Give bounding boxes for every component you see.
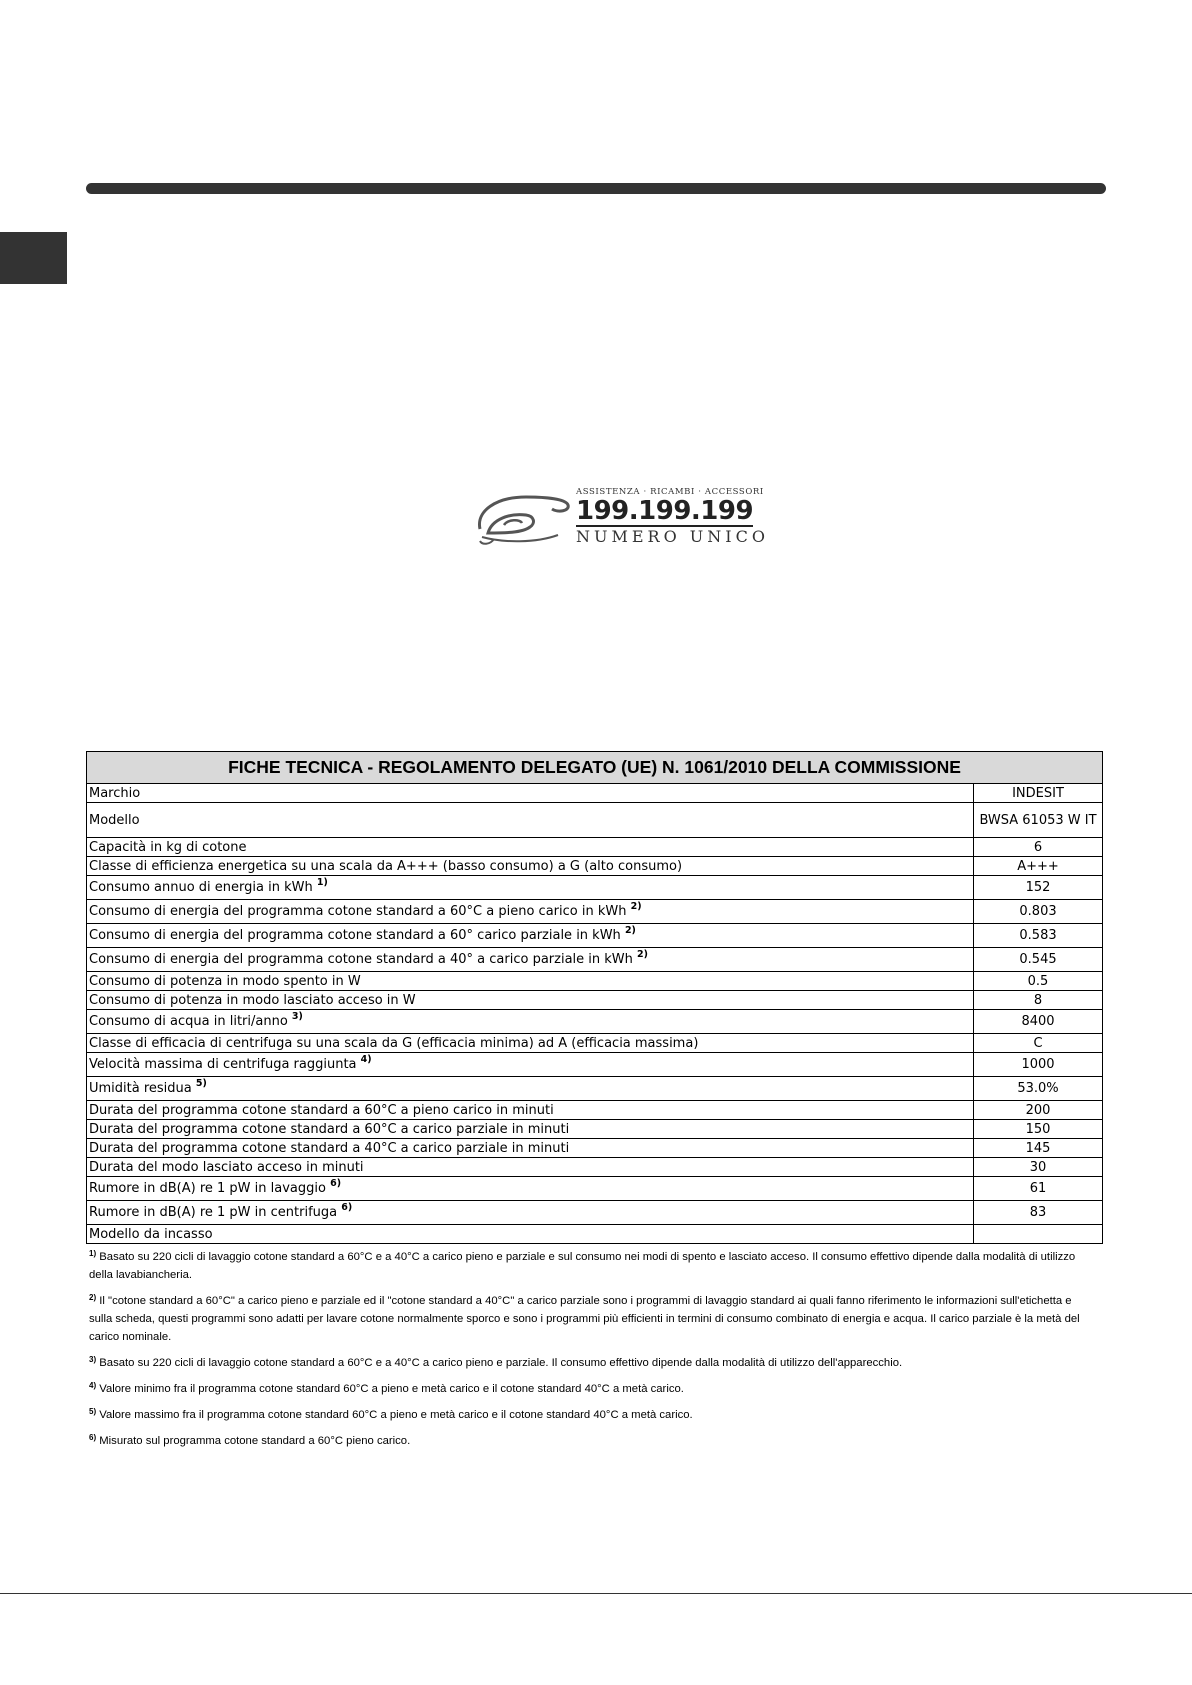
row-value: 61: [974, 1177, 1103, 1201]
logo-tagline: ASSISTENZA · RICAMBI · ACCESSORI: [576, 487, 764, 497]
row-value: 200: [974, 1101, 1103, 1120]
row-value: 0.803: [974, 900, 1103, 924]
table-row: [87, 972, 1103, 991]
table-row: [87, 803, 1103, 838]
table-row: [87, 1177, 1103, 1201]
service-logo: [474, 487, 774, 547]
table-row: [87, 1201, 1103, 1225]
footnote-ref: 6): [330, 1178, 342, 1189]
table-header-row: [87, 752, 1103, 784]
row-label: Rumore in dB(A) re 1 pW in lavaggio $^{6)}$: [87, 1177, 974, 1201]
row-value: C: [974, 1034, 1103, 1053]
table-row: [87, 857, 1103, 876]
row-label: Durata del programma cotone standard a 40°C a carico parziale in minuti: [87, 1139, 974, 1158]
table-row: [87, 948, 1103, 972]
row-value: INDESIT: [974, 784, 1103, 803]
row-label: Rumore in dB(A) re 1 pW in centrifuga $^{6)}$: [87, 1201, 974, 1225]
logo-phone-number: 199.199.199: [576, 496, 754, 526]
footnote-ref: 5): [195, 1078, 207, 1089]
row-value: 1000: [974, 1053, 1103, 1077]
table-row: [87, 1120, 1103, 1139]
row-label: Durata del programma cotone standard a 60°C a carico parziale in minuti: [87, 1120, 974, 1139]
table-row: [87, 1158, 1103, 1177]
footnote: $^{3)}$ Basato su 220 cicli di lavaggio cotone standard a 60°C e a 40°C a carico pieno e parziale. Il consumo effettivo dipende dalla modalità di utilizzo dell'apparecchio.: [89, 1355, 903, 1369]
table-row: [87, 1077, 1103, 1101]
row-label: Durata del programma cotone standard a 60°C a pieno carico in minuti: [87, 1101, 974, 1120]
footnote-ref: 2): [630, 901, 642, 912]
row-value: A+++: [974, 857, 1103, 876]
footnote: $^{6)}$ Misurato sul programma cotone standard a 60°C pieno carico.: [89, 1433, 411, 1447]
row-value: BWSA 61053 W IT: [974, 803, 1103, 838]
logo-subtitle: NUMERO UNICO: [576, 527, 769, 546]
footnote: $^{4)}$ Valore minimo fra il programma cotone standard 60°C a pieno e metà carico e il cotone standard 40°C a metà carico.: [89, 1381, 684, 1395]
row-label: Umidità residua $^{5)}$: [87, 1077, 974, 1101]
footnote: $^{2)}$ Il "cotone standard a 60°C" a carico pieno e parziale ed il "cotone standard a 40°C" a carico parziale sono i programmi di lavaggio standard ai quali fanno riferimento le informazioni sull'etichetta e sulla scheda, questi programmi sono adatti per lavare cotone normalmente sporco e sono i programmi più efficienti in termini di consumo combinato di energia e acqua. Il carico parziale è la metà del carico nominale.: [89, 1293, 1080, 1343]
row-value: 152: [974, 876, 1103, 900]
footnote-ref: 4): [360, 1054, 372, 1065]
table-title: FICHE TECNICA - REGOLAMENTO DELEGATO (UE) N. 1061/2010 DELLA COMMISSIONE: [87, 752, 1103, 784]
row-label: Classe di efficienza energetica su una scala da A+++ (basso consumo) a G (alto consumo): [87, 857, 974, 876]
table-row: [87, 838, 1103, 857]
row-label: Consumo di potenza in modo lasciato acceso in W: [87, 991, 974, 1010]
row-label: Consumo di acqua in litri/anno $^{3)}$: [87, 1010, 974, 1034]
row-value: [974, 1225, 1103, 1244]
row-value: 0.545: [974, 948, 1103, 972]
table-row: [87, 1053, 1103, 1077]
row-label: Consumo di energia del programma cotone standard a 60°C a pieno carico in kWh $^{2)}$: [87, 900, 974, 924]
table-row: [87, 991, 1103, 1010]
footnote: $^{5)}$ Valore massimo fra il programma cotone standard 60°C a pieno e metà carico e il cotone standard 40°C a metà carico.: [89, 1407, 693, 1421]
row-value: 150: [974, 1120, 1103, 1139]
table-row: [87, 1139, 1103, 1158]
footnote-ref: 1): [316, 877, 328, 888]
row-label: Marchio: [87, 784, 974, 803]
row-label: Durata del modo lasciato acceso in minuti: [87, 1158, 974, 1177]
row-label: Consumo di potenza in modo spento in W: [87, 972, 974, 991]
footnote-ref: 2): [624, 925, 636, 936]
footnote-ref: 3): [291, 1011, 303, 1022]
footnotes: [89, 1248, 1089, 1458]
row-value: 8400: [974, 1010, 1103, 1034]
row-value: 0.5: [974, 972, 1103, 991]
row-value: 30: [974, 1158, 1103, 1177]
side-tab-marker: [0, 232, 67, 284]
table-row: [87, 784, 1103, 803]
row-label: Velocità massima di centrifuga raggiunta $^{4)}$: [87, 1053, 974, 1077]
row-value: 53.0%: [974, 1077, 1103, 1101]
header-rule: [86, 183, 1106, 194]
footnote-ref: 2): [637, 949, 648, 960]
footnote: $^{1)}$ Basato su 220 cicli di lavaggio cotone standard a 60°C e a 40°C a carico pieno e parziale e sul consumo nei modi di spento e lasciato acceso. Il consumo effettivo dipende dalla modalità di utilizzo della lavabiancheria.: [89, 1249, 1076, 1281]
telephone-icon: [474, 489, 572, 547]
table-row: [87, 924, 1103, 948]
table-row: [87, 876, 1103, 900]
row-value: 6: [974, 838, 1103, 857]
table-row: [87, 1101, 1103, 1120]
row-label: Classe di efficacia di centrifuga su una scala da G (efficacia minima) ad A (efficacia massima): [87, 1034, 974, 1053]
row-value: 145: [974, 1139, 1103, 1158]
row-label: Modello: [87, 803, 974, 838]
table-row: [87, 1010, 1103, 1034]
table-row: [87, 1034, 1103, 1053]
row-label: Modello da incasso: [87, 1225, 974, 1244]
row-label: Capacità in kg di cotone: [87, 838, 974, 857]
footer-rule: [0, 1593, 1192, 1594]
row-value: 0.583: [974, 924, 1103, 948]
row-value: 83: [974, 1201, 1103, 1225]
technical-sheet-table: [86, 751, 1103, 1244]
row-value: 8: [974, 991, 1103, 1010]
row-label: Consumo annuo di energia in kWh $^{1)}$: [87, 876, 974, 900]
table-row: [87, 900, 1103, 924]
row-label: Consumo di energia del programma cotone standard a 60° carico parziale in kWh $^{2)}$: [87, 924, 974, 948]
footnote-ref: 6): [341, 1202, 353, 1213]
table-row: [87, 1225, 1103, 1244]
row-label: Consumo di energia del programma cotone standard a 40° a carico parziale in kWh $^{2)}$: [87, 948, 974, 972]
